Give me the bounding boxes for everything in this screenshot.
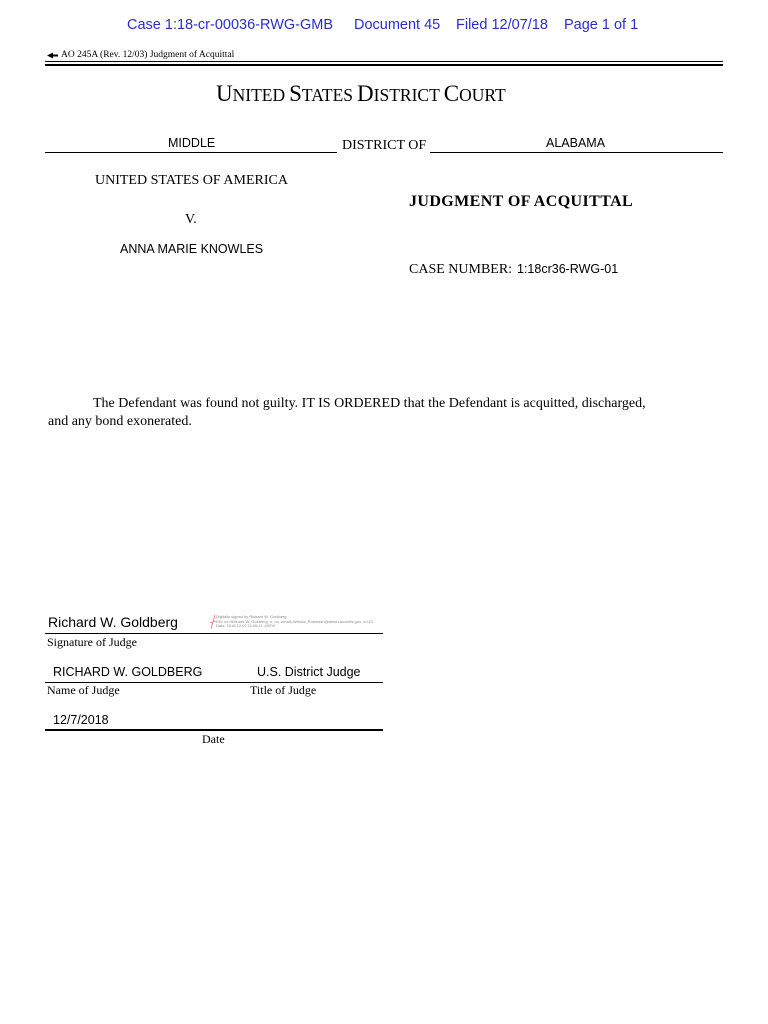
signature-underline [45,633,383,634]
filing-date: Filed 12/07/18 [456,17,548,33]
title-label: Title of Judge [250,683,317,697]
district-label: DISTRICT OF [342,138,427,153]
case-number-label: CASE NUMBER: [409,262,513,277]
court-title-word: UNITED [216,81,286,106]
filing-page: Page 1 of 1 [564,17,639,33]
date-underline [45,729,383,731]
court-title [216,81,506,107]
header-rule-bottom [45,64,723,66]
district-prefix-underline [45,152,337,153]
name-label: Name of Judge [47,683,120,697]
filing-document-number: Document 45 [354,17,441,33]
case-number-value: 1:18cr36-RWG-01 [517,262,619,276]
hand-pointer-icon [47,52,58,59]
defendant-name: ANNA MARIE KNOWLES [120,242,264,256]
header-rule-top [45,61,723,62]
judgment-title: JUDGMENT OF ACQUITTAL [409,193,634,210]
court-title-word: DISTRICT [357,81,440,106]
cert-line: Digitally signed by Richard W. Goldberg [216,614,287,619]
district-state: ALABAMA [546,136,606,150]
district-prefix: MIDDLE [168,136,216,150]
judgment-body-line-2: and any bond exonerated. [48,414,192,429]
judge-title: U.S. District Judge [257,665,361,679]
court-title-word: COURT [443,81,506,106]
digital-signature-certificate [216,615,373,629]
court-title-word: STATES [289,81,354,106]
plaintiff-name: UNITED STATES OF AMERICA [95,173,288,188]
cert-line: DN: cn=Richard W. Goldberg, o, ou, email=Wanda_Robinson@almd.uscourts.gov, c=US [216,618,373,624]
cert-line: Date: 2018.12.07 11:09:11 -06'00' [216,623,276,629]
date-label: Date [202,732,225,746]
form-id-label: AO 245A (Rev. 12/03) Judgment of Acquittal [61,50,235,60]
district-state-underline [430,152,723,153]
signature-label: Signature of Judge [47,635,137,649]
filing-case-number: Case 1:18-cr-00036-RWG-GMB [127,17,334,33]
judgment-body-line-1: The Defendant was found not guilty. IT IS ORDERED that the Defendant is acquitted, discharged, [93,396,646,411]
judge-name: RICHARD W. GOLDBERG [53,665,203,679]
versus-label: V. [185,212,197,227]
signature-date: 12/7/2018 [53,713,109,727]
judge-signature: Richard W. Goldberg [48,614,178,630]
